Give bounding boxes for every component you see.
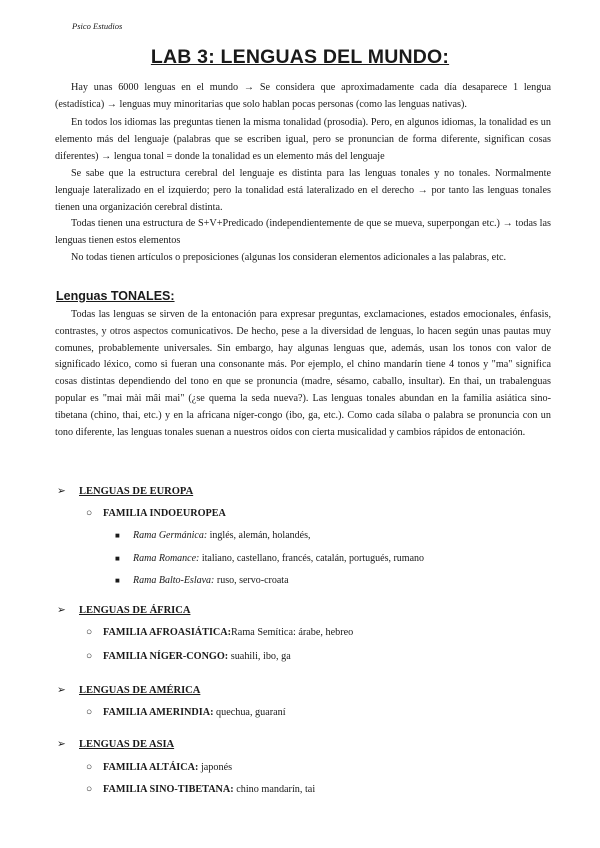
branch-item [115,530,310,541]
intro-paragraph-1: Hay unas 6000 lenguas en el mundo → Se considera que aproximadamente cada día desaparece 1 lengua (estadística) → lenguas muy minoritarias que solo hablan pocas personas (como las lenguas nativas). [55,82,551,110]
arrow-bullet-icon: ➢ [57,604,66,616]
circle-bullet-icon: ○ [86,707,93,718]
page-title: LAB 3: LENGUAS DEL MUNDO: [150,46,450,68]
square-bullet-icon: ■ [115,554,120,563]
family-languages: quechua, guaraní [213,707,286,718]
family-item [86,627,353,638]
branch-item [115,553,424,564]
region-africa [57,604,190,616]
family-item [86,784,315,795]
branch-name: Rama Germánica: [133,530,208,541]
branch-item [115,575,289,586]
branch-languages: italiano, castellano, francés, catalán, portugués, rumano [199,553,425,564]
branch-languages: inglés, alemán, holandés, [207,530,311,541]
region-america [57,684,200,696]
intro-paragraph-5: No todas tienen artículos o preposiciones (algunas los consideran elementos adicionales a las palabras, etc. [71,252,507,263]
family-name: FAMILIA INDOEUROPEA [103,508,226,519]
page-header: Psico Estudios [72,21,123,31]
family-name: FAMILIA ALTÁICA: [103,762,199,773]
circle-bullet-icon: ○ [86,651,93,662]
region-label: LENGUAS DE EUROPA [79,486,194,497]
branch-languages: ruso, servo-croata [214,575,289,586]
branch-name: Rama Romance: [133,553,200,564]
family-name: FAMILIA AMERINDIA: [103,707,214,718]
region-label: LENGUAS DE AMÉRICA [79,685,201,696]
circle-bullet-icon: ○ [86,784,93,795]
intro-paragraph-3: Se sabe que la estructura cerebral del lenguaje es distinta para las lenguas tonales y no tonales. Normalmente lenguaje lateralizado en el izquierdo; pero la tonalidad está lateralizado en el derecho → por tanto las lenguas tonales tienen una organización cerebral distinta. [55,168,551,213]
tonales-heading: Lenguas TONALES: [56,289,175,303]
intro-paragraph-4: Todas tienen una estructura de S+V+Predicado (independientemente de que se mueva, superpongan etc.) → todas las lenguas tienen estos elementos [55,218,551,246]
arrow-bullet-icon: ➢ [57,485,66,497]
intro-paragraph-2: En todos los idiomas las preguntas tienen la misma tonalidad (prosodia). Pero, en algunos idiomas, la tonalidad es un elemento más del lenguaje (palabras que se escriben igual, pero se pronuncian de forma diferente, significan cosas diferentes) → lengua tonal = donde la tonalidad es un elemento más del lenguaje [55,117,551,162]
family-languages: Rama Semítica: árabe, hebreo [231,627,354,638]
family-item [86,762,232,773]
family-name: FAMILIA NÍGER-CONGO: [103,651,229,662]
arrow-bullet-icon: ➢ [57,684,66,696]
family-name: FAMILIA AFROASIÁTICA: [103,627,232,638]
region-europa [57,485,193,497]
tonales-paragraph: Todas las lenguas se sirven de la entonación para expresar preguntas, exclamaciones, estados emocionales, énfasis, contrastes, y otros aspectos comunicativos. De hecho, pese a la diversidad de lenguas, lo hacen según unas pautas muy comunes, probablemente universales. Sin embargo, hay algunas lenguas que, además, usan los tonos con valor de significado léxico, como si fueran una consonante más. Por ejemplo, el chino mandarín tiene 4 tonos y "ma" significa cosas distintas dependiendo del tono en que se pronuncia (madre, sésamo, caballo, insultar). En thai, un trabalenguas popular es "mai mài mâi mai" (¿se quema la seda nueva?). Las lenguas tonales abundan en la familia asiática sino-tibetana (chino, thai, etc.) y en la africana níger-congo (ibo, ga, etc.). Como cada sílaba o palabra se pronuncia con un tono diferente, las lenguas tonales suenan a nuestros oídos con cierta musicalidad y cambios rápidos de entonación. [55,309,551,438]
family-item [86,651,291,662]
family-languages: chino mandarín, tai [233,784,316,795]
family-languages: japonés [198,762,233,773]
family-item [86,508,226,519]
square-bullet-icon: ■ [115,531,120,540]
branch-name: Rama Balto-Eslava: [133,575,215,586]
circle-bullet-icon: ○ [86,627,93,638]
family-item [86,707,286,718]
region-label: LENGUAS DE ÁFRICA [79,605,191,616]
region-asia [57,738,174,750]
family-name: FAMILIA SINO-TIBETANA: [103,784,234,795]
square-bullet-icon: ■ [115,576,120,585]
region-label: LENGUAS DE ASIA [79,739,175,750]
circle-bullet-icon: ○ [86,762,93,773]
circle-bullet-icon: ○ [86,508,93,519]
arrow-bullet-icon: ➢ [57,738,66,750]
family-languages: suahili, ibo, ga [228,651,291,662]
